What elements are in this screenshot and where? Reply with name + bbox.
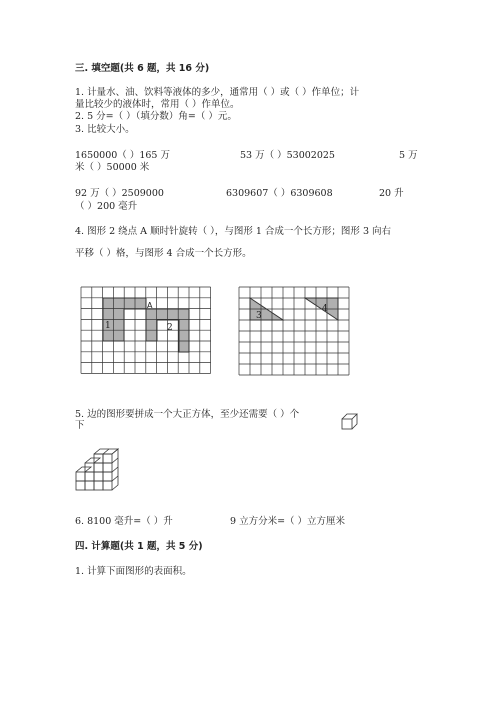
figure-1-label: 1 xyxy=(105,321,111,331)
q1-line1: 1. 计量水、油、饮料等液体的多少，通常用（ ）或（ ）作单位；计 xyxy=(75,87,360,98)
q3-row1-c: 5 万 xyxy=(399,150,418,161)
point-a-label: A xyxy=(147,301,153,310)
figure-4-label: 4 xyxy=(322,304,328,314)
q4-line2: 平移（ ）格，与图形 4 合成一个长方形。 xyxy=(75,248,252,259)
q4-grid-right xyxy=(239,287,349,377)
q6-part-b: 9 立方分米=（ ）立方厘米 xyxy=(230,516,346,527)
q4-line1: 4. 图形 2 绕点 A 顺时针旋转（ ），与图形 1 合成一个长方形；图形 3 向右 xyxy=(75,226,392,237)
figure-3-label: 3 xyxy=(256,311,262,321)
q4-grid-left xyxy=(81,287,211,377)
q2-text: 2. 5 分=（ ）（填分数）角=（ ）元。 xyxy=(75,111,237,122)
section3-heading: 三. 填空题(共 6 题，共 16 分) xyxy=(75,63,210,74)
q3-row3-c: 20 升 xyxy=(379,188,404,199)
q6-part-a: 6. 8100 毫升=（ ）升 xyxy=(75,516,173,527)
stacked-cubes-figure xyxy=(74,442,129,492)
q3-row3-a: 92 万（ ）2509000 xyxy=(75,188,164,199)
q3-row4: （ ）200 毫升 xyxy=(75,201,138,212)
q5-line1: 5. 边的图形要拼成一个大正方体，至少还需要（ ）个 xyxy=(75,409,300,420)
figure-2-label: 2 xyxy=(167,323,173,333)
q5-line2: 下 xyxy=(75,420,85,431)
q1-line2: 量比较少的液体时，常用（ ）作单位。 xyxy=(75,99,240,110)
q3-row3-b: 6309607（ ）6309608 xyxy=(226,188,333,199)
grid-lines xyxy=(81,287,211,373)
section4-heading: 四. 计算题(共 1 题，共 5 分) xyxy=(75,541,203,552)
section4-q1: 1. 计算下面图形的表面积。 xyxy=(75,566,192,577)
q3-title: 3. 比较大小。 xyxy=(75,124,135,135)
q3-row1-a: 1650000（ ）165 万 xyxy=(75,150,170,161)
q3-row1-b: 53 万（ ）53002025 xyxy=(240,150,335,161)
q3-row2: 米（ ）50000 米 xyxy=(75,162,150,173)
unit-cube-icon xyxy=(340,413,360,431)
